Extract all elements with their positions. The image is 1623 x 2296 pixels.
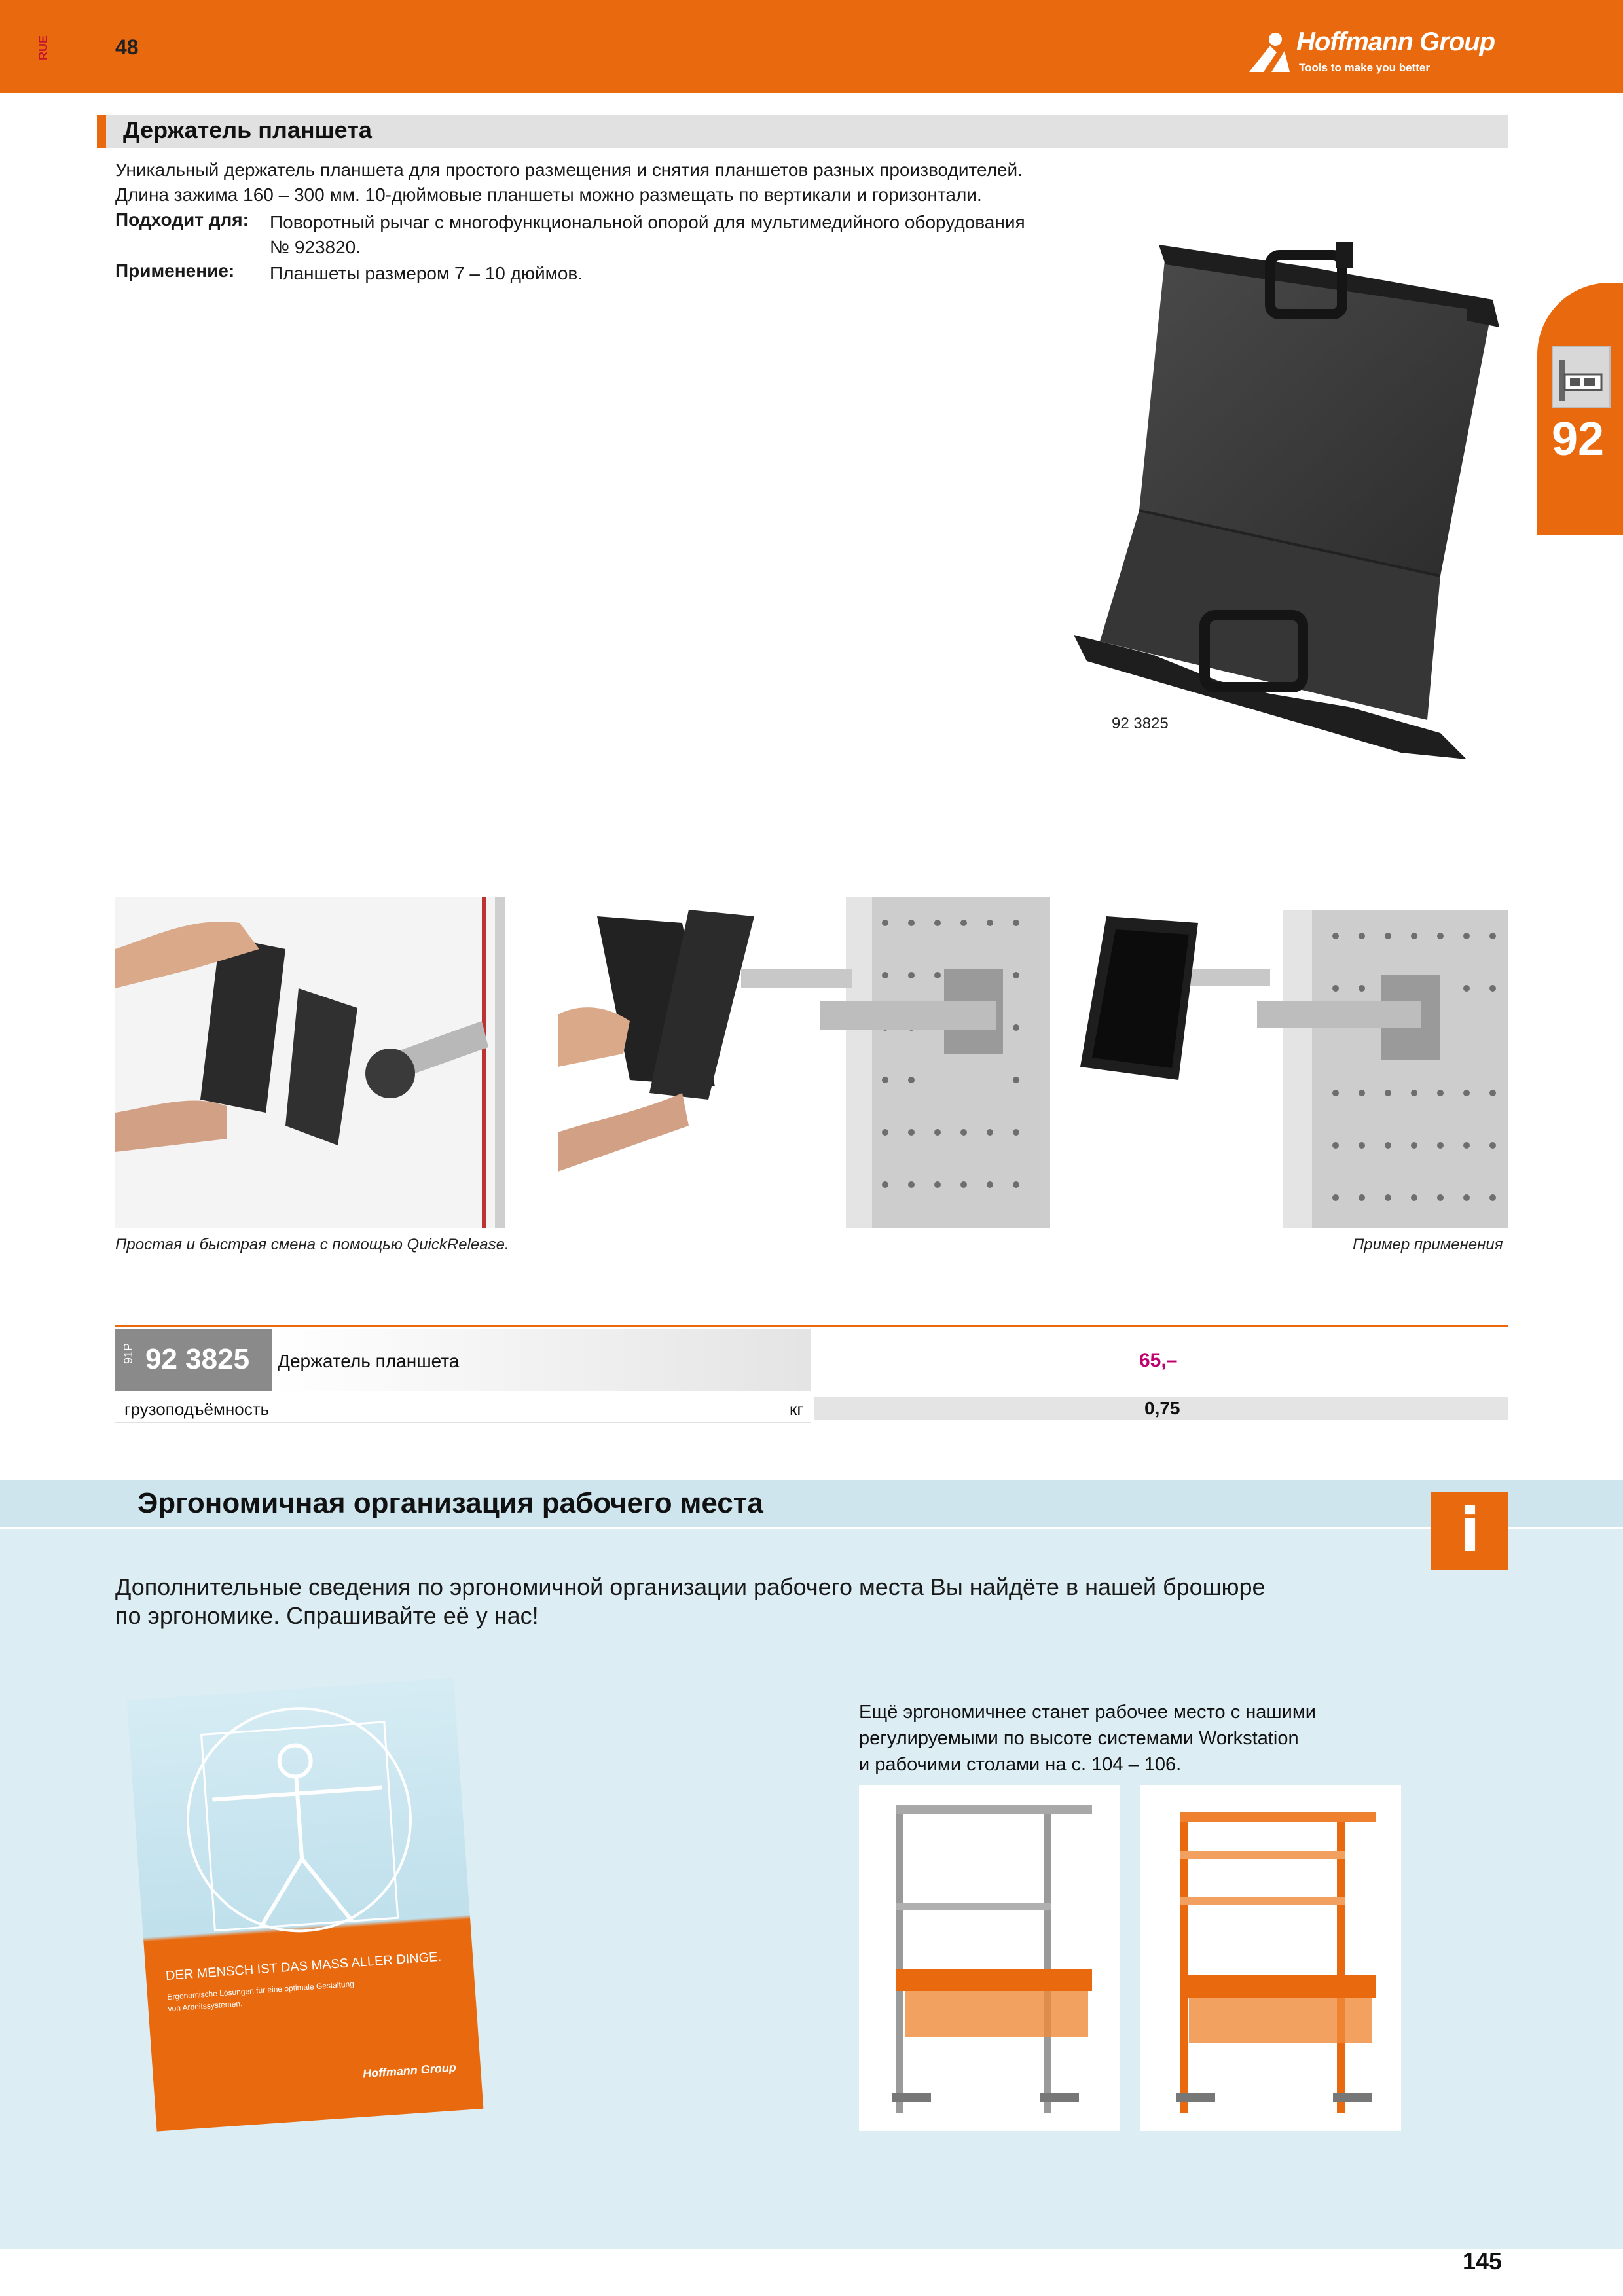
- brochure-headline: DER MENSCH IST DAS MASS ALLER DINGE.: [165, 1949, 442, 1984]
- brochure-sub-1: Ergonomische Lösungen für eine optimale Gestaltung: [166, 1979, 355, 2002]
- article-code: 92 3825: [145, 1343, 250, 1375]
- application-value: Планшеты размером 7 – 10 дюймов.: [270, 263, 583, 283]
- note-line-2: регулируемыми по высоте системами Workstation: [859, 1728, 1299, 1749]
- ergonomics-brochure-image: [115, 1662, 495, 2147]
- chapter-number: 92: [1552, 413, 1605, 465]
- fits-value-line-1: Поворотный рычаг с многофункциональной опорой для мультимедийного оборудования: [270, 212, 1025, 232]
- brochure-brand: Hoffmann Group: [362, 2060, 457, 2081]
- tablet-mount-photo: [558, 897, 1050, 1228]
- catalog-page-number: 48: [115, 35, 139, 59]
- article-name: Держатель планшета: [278, 1351, 460, 1371]
- brand-name: Hoffmann Group: [1296, 27, 1495, 56]
- info-icon-glyph: i: [1459, 1496, 1480, 1566]
- section-heading-accent: [97, 115, 106, 148]
- page-number: 145: [1463, 2248, 1503, 2274]
- description-line-2: Длина зажима 160 – 300 мм. 10-дюймовые планшеты можно размещать по вертикали и горизонтали.: [115, 185, 982, 205]
- application-example-photo: [1074, 897, 1508, 1228]
- capacity-value: 0,75: [1144, 1398, 1180, 1418]
- application-label: Применение:: [115, 260, 235, 281]
- article-price: 65,–: [1139, 1350, 1178, 1371]
- brochure-sub-2: von Arbeitssystemen.: [168, 1999, 243, 2013]
- workstation-monitor-icon: [1552, 346, 1611, 408]
- fits-value-line-2: № 923820.: [270, 237, 361, 257]
- table-top-rule: [115, 1325, 1508, 1327]
- section-title: Держатель планшета: [123, 117, 372, 143]
- product-image-code: 92 3825: [1112, 715, 1169, 732]
- capacity-unit: кг: [790, 1399, 803, 1419]
- info-text-line-2: по эргономике. Спрашивайте её у нас!: [115, 1602, 539, 1629]
- info-text-line-1: Дополнительные сведения по эргономичной организации рабочего места Вы найдёте в нашей брошюре: [115, 1573, 1266, 1600]
- tablet-holder-image: [1074, 236, 1506, 759]
- capacity-label: грузоподъёмность: [124, 1399, 270, 1419]
- quickrelease-photo: [115, 897, 505, 1228]
- note-line-1: Ещё эргономичнее станет рабочее место с нашими: [859, 1702, 1316, 1723]
- workstation-orange-image: [1140, 1785, 1401, 2131]
- caption-application-example: Пример применения: [1353, 1236, 1503, 1253]
- note-line-3: и рабочими столами на с. 104 – 106.: [859, 1754, 1182, 1775]
- caption-quickrelease: Простая и быстрая смена с помощью QuickRelease.: [115, 1236, 509, 1253]
- brand-tagline: Tools to make you better: [1299, 62, 1430, 74]
- description-line-1: Уникальный держатель планшета для простого размещения и снятия планшетов разных производителей.: [115, 160, 1023, 180]
- info-title: Эргономичная организация рабочего места: [137, 1487, 763, 1519]
- workstation-grey-image: [859, 1785, 1120, 2131]
- fits-label: Подходит для:: [115, 209, 249, 230]
- article-code-prefix: 91P: [122, 1342, 135, 1364]
- language-code: RUE: [37, 35, 50, 60]
